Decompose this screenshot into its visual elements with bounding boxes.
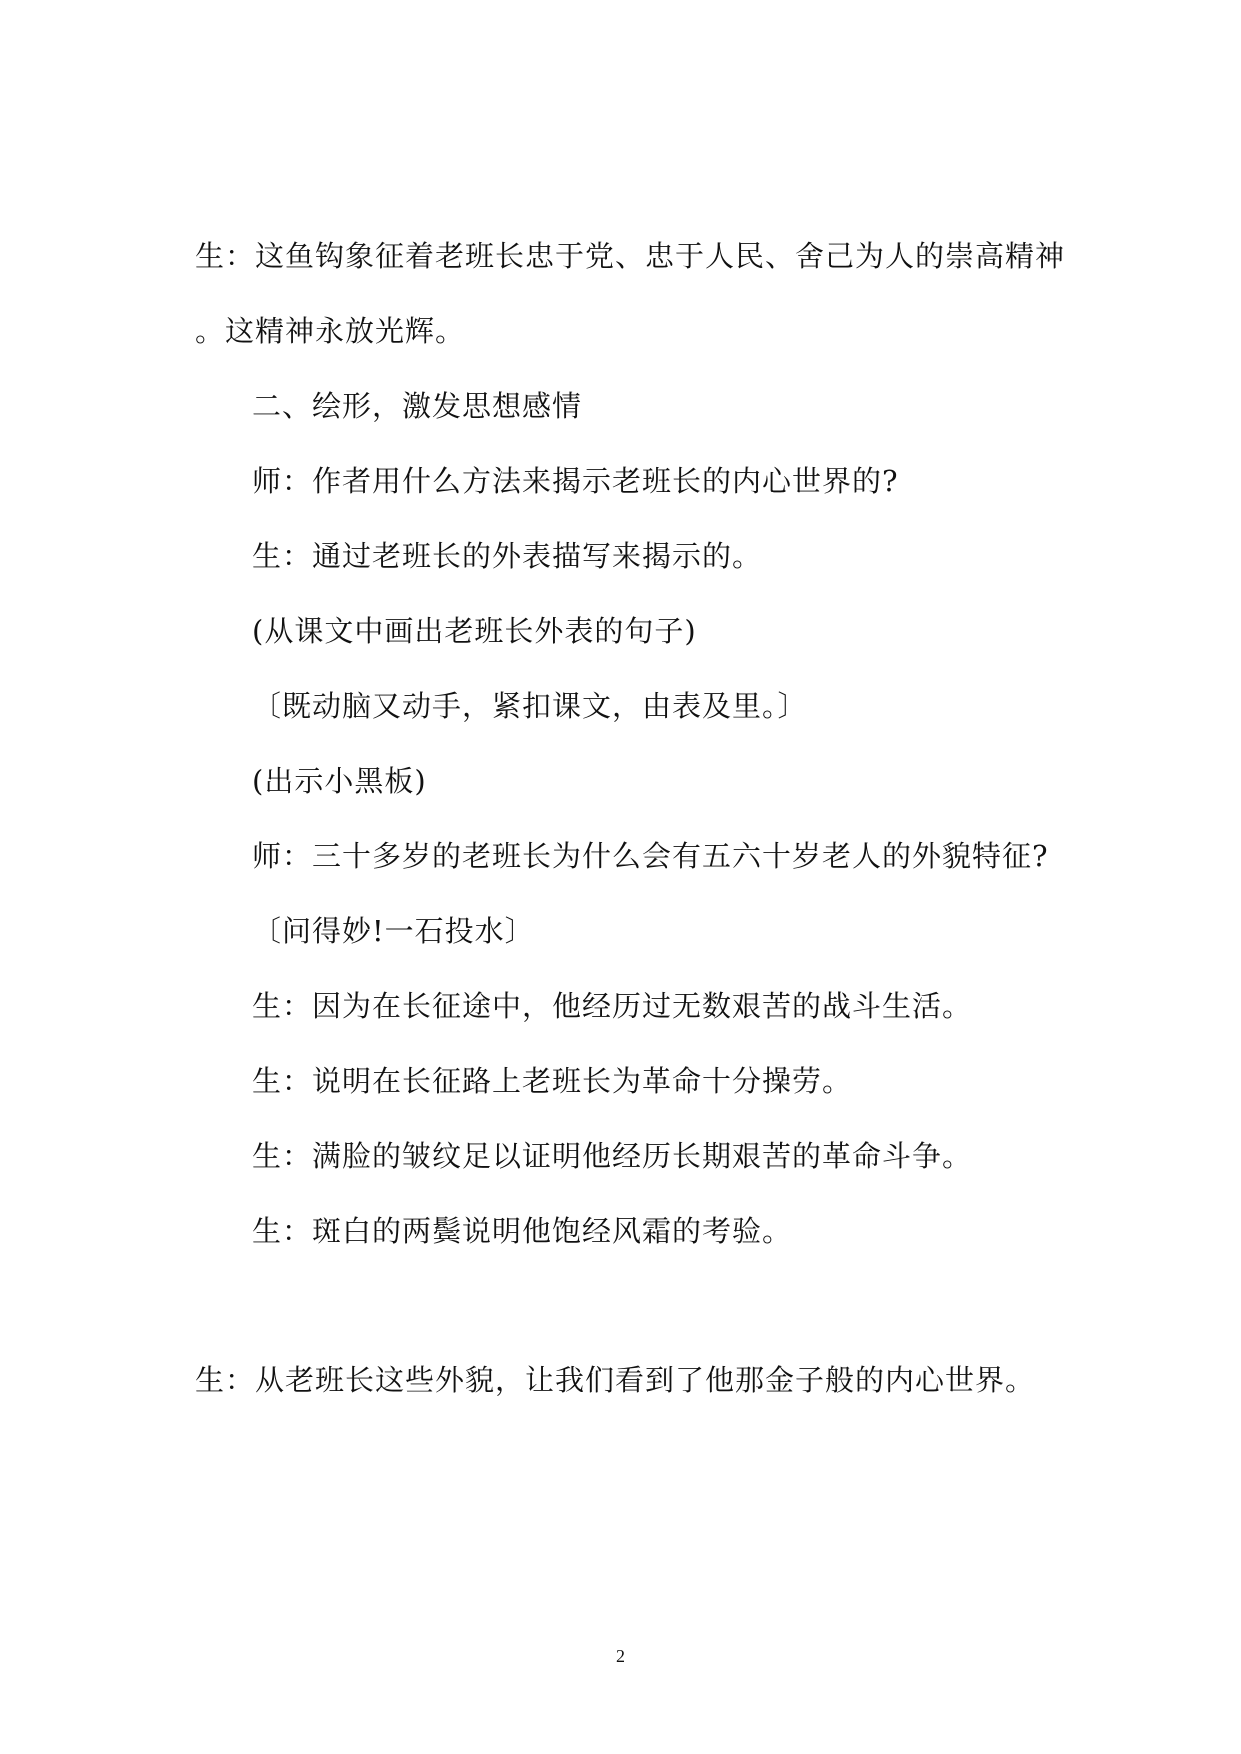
paragraph-line: 生：通过老班长的外表描写来揭示的。 (252, 539, 763, 573)
paragraph-line: 〔既动脑又动手，紧扣课文，由表及里。〕 (252, 689, 808, 723)
paragraph-line: (从课文中画出老班长外表的句子) (252, 614, 697, 648)
paragraph-line: 师：作者用什么方法来揭示老班长的内心世界的? (252, 464, 899, 498)
paragraph-line: 生：斑白的两鬓说明他饱经风霜的考验。 (252, 1214, 793, 1248)
paragraph-line: 师：三十多岁的老班长为什么会有五六十岁老人的外貌特征? (252, 839, 1049, 873)
section-heading: 二、绘形，激发思想感情 (252, 389, 583, 423)
paragraph-line: 生：从老班长这些外貌，让我们看到了他那金子般的内心世界。 (195, 1363, 1036, 1397)
paragraph-line: 。这精神永放光辉。 (195, 314, 466, 348)
paragraph-line: (出示小黑板) (252, 764, 427, 798)
paragraph-line: 生：说明在长征路上老班长为革命十分操劳。 (252, 1064, 853, 1098)
paragraph-line: 〔问得妙!一石投水〕 (252, 914, 535, 948)
paragraph-line: 生：因为在长征途中，他经历过无数艰苦的战斗生活。 (252, 989, 973, 1023)
page-number: 2 (616, 1646, 625, 1666)
paragraph-line: 生：这鱼钩象征着老班长忠于党、忠于人民、舍己为人的崇高精神 (195, 239, 1066, 273)
paragraph-line: 生：满脸的皱纹足以证明他经历长期艰苦的革命斗争。 (252, 1139, 973, 1173)
